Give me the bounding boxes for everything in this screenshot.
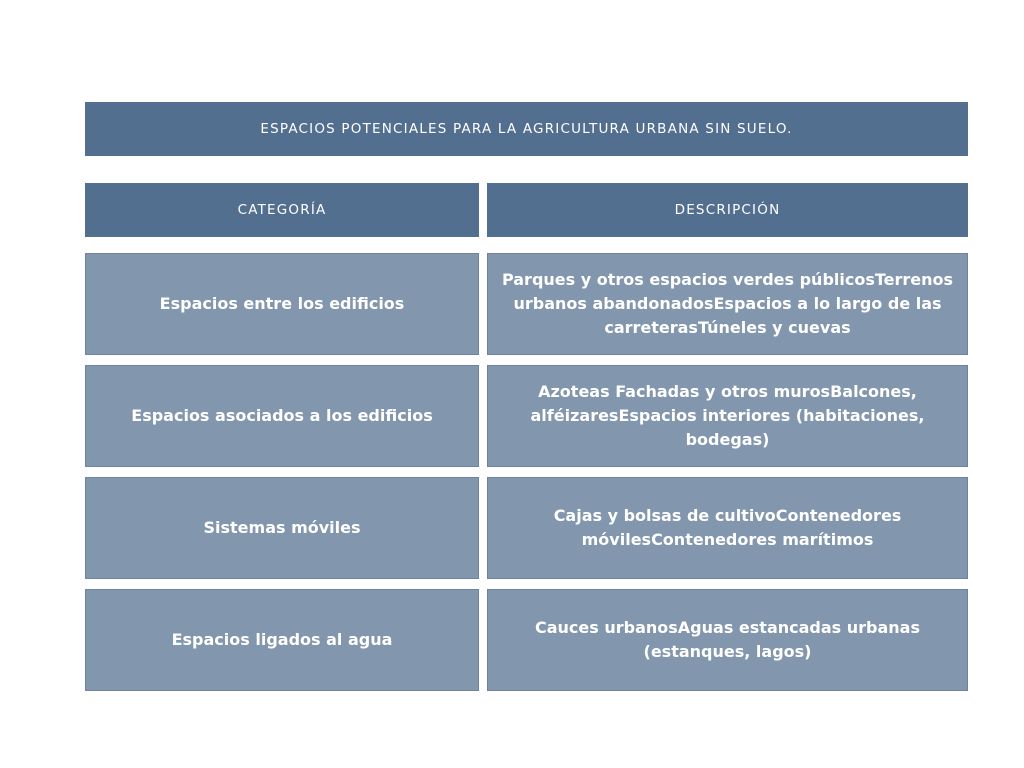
row-3-category: Sistemas móviles — [85, 477, 479, 579]
row-2-description: Azoteas Fachadas y otros murosBalcones, alféizaresEspacios interiores (habitaciones, bodegas) — [487, 365, 968, 467]
row-4-category: Espacios ligados al agua — [85, 589, 479, 691]
row-1-category: Espacios entre los edificios — [85, 253, 479, 355]
row-4-description: Cauces urbanosAguas estancadas urbanas (estanques, lagos) — [487, 589, 968, 691]
row-2-category: Espacios asociados a los edificios — [85, 365, 479, 467]
row-1-description: Parques y otros espacios verdes públicosTerrenos urbanos abandonadosEspacios a lo largo de las carreterasTúneles y cuevas — [487, 253, 968, 355]
row-3-description: Cajas y bolsas de cultivoContenedores mόvilesContenedores marítimos — [487, 477, 968, 579]
header-description: DESCRIPCIÓN — [487, 183, 968, 237]
header-category: CATEGORÍA — [85, 183, 479, 237]
table-title: ESPACIOS POTENCIALES PARA LA AGRICULTURA URBANA SIN SUELO. — [85, 102, 968, 156]
